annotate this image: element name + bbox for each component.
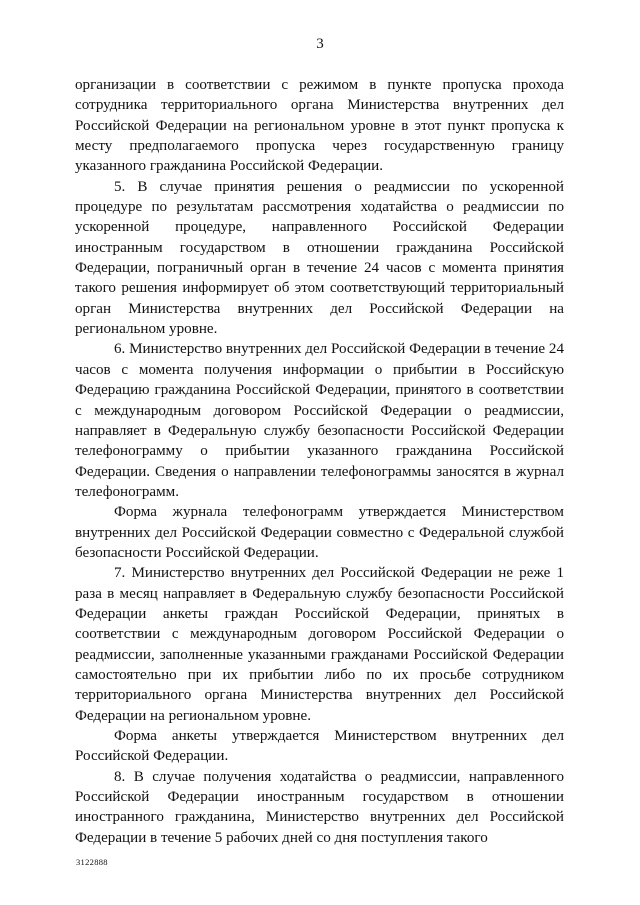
page-number: 3 xyxy=(316,36,324,52)
document-body xyxy=(75,75,564,848)
document-code: 3122888 xyxy=(76,857,108,867)
paragraph-item-6: 6. Министерство внутренних дел Российской Федерации в течение 24 часов с момента получения информации о прибытии в Российскую Федерацию гражданина Российской Федерации, принятого в соответствии с международным договором Российской Федерации о реадмиссии, направляет в Федеральную службу безопасности Российской Федерации телефонограмму о прибытии указанного гражданина Российской Федерации. Сведения о направлении телефонограммы заносятся в журнал телефонограмм. xyxy=(75,341,564,500)
paragraph-item-7: 7. Министерство внутренних дел Российской Федерации не реже 1 раза в месяц направляет в Федеральную службу безопасности Российской Федерации анкеты граждан Российской Федерации, принятых в соответствии с международным договором Российской Федерации о реадмиссии, заполненные указанными гражданами Российской Федерации самостоятельно при их прибытии либо по их просьбе сотрудником территориального органа Министерства внутренних дел Российской Федерации на региональном уровне. xyxy=(75,565,564,724)
paragraph-continuation: организации в соответствии с режимом в пункте пропуска прохода сотрудника территориального органа Министерства внутренних дел Российской Федерации на региональном уровне в этот пункт пропуска к месту предполагаемого пропуска через государственную границу указанного гражданина Российской Федерации. xyxy=(75,77,564,175)
paragraph-journal-form: Форма журнала телефонограмм утверждается Министерством внутренних дел Российской Федерации совместно с Федеральной службой безопасности Российской Федерации. xyxy=(75,504,564,561)
paragraph-item-8: 8. В случае получения ходатайства о реадмиссии, направленного Российской Федерации иностранным государством в отношении иностранного гражданина, Министерство внутренних дел Российской Федерации в течение 5 рабочих дней со дня поступления такого xyxy=(75,768,564,846)
paragraph-item-5: 5. В случае принятия решения о реадмиссии по ускоренной процедуре по результатам рассмотрения ходатайства о реадмиссии по ускоренной процедуре, направленного Российской Федерации иностранным государством в отношении гражданина Российской Федерации, пограничный орган в течение 24 часов с момента принятия такого решения информирует об этом соответствующий территориальный орган Министерства внутренних дел Российской Федерации на региональном уровне. xyxy=(75,178,564,338)
paragraph-questionnaire-form: Форма анкеты утверждается Министерством внутренних дел Российской Федерации. xyxy=(75,728,564,765)
